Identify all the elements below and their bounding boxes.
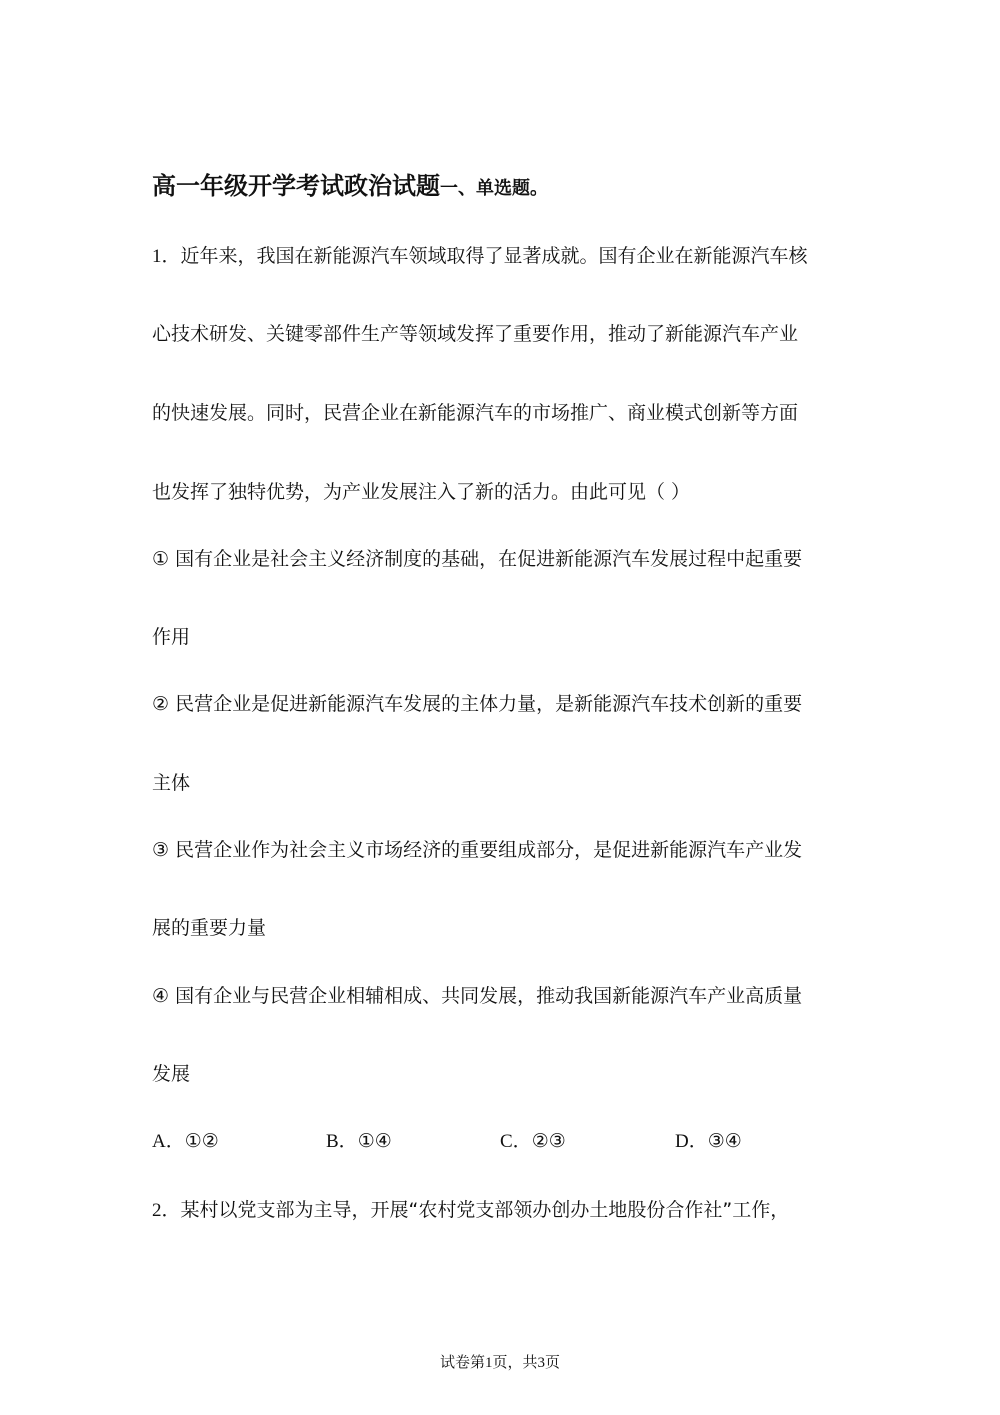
exam-title: 高一年级开学考试政治试题: [152, 172, 440, 200]
section-heading: 一、单选题。: [440, 178, 548, 199]
page-footer: 试卷第1页，共3页: [439, 1355, 560, 1371]
question-1-number: 1．: [152, 246, 181, 267]
statement-3-line-2: 展的重要力量: [152, 917, 267, 939]
option-a: A．①②: [152, 1130, 219, 1152]
option-c: C．②③: [500, 1130, 566, 1152]
question-2-number: 2．: [152, 1200, 181, 1221]
question-1-line-3: 的快速发展。同时，民营企业在新能源汽车的市场推广、商业模式创新等方面: [152, 402, 799, 424]
statement-4-line-2: 发展: [152, 1063, 191, 1085]
document-title: [152, 170, 548, 205]
question-2-line-1: 2．某村以党支部为主导，开展“农村党支部领办创办土地股份合作社”工作，: [152, 1199, 790, 1221]
option-d: D．③④: [675, 1130, 742, 1152]
question-1-line-1: 1．近年来，我国在新能源汽车领域取得了显著成就。国有企业在新能源汽车核: [152, 245, 808, 267]
question-1-line-4: 也发挥了独特优势，为产业发展注入了新的活力。由此可见（ ）: [152, 481, 691, 503]
statement-3-line-1: ③ 民营企业作为社会主义市场经济的重要组成部分，是促进新能源汽车产业发: [152, 839, 803, 861]
statement-4-line-1: ④ 国有企业与民营企业相辅相成、共同发展，推动我国新能源汽车产业高质量: [152, 985, 803, 1007]
statement-1-line-2: 作用: [152, 626, 191, 648]
statement-2-line-1: ② 民营企业是促进新能源汽车发展的主体力量，是新能源汽车技术创新的重要: [152, 693, 803, 715]
option-b: B．①④: [326, 1130, 392, 1152]
statement-1-line-1: ① 国有企业是社会主义经济制度的基础，在促进新能源汽车发展过程中起重要: [152, 548, 803, 570]
question-1-line-2: 心技术研发、关键零部件生产等领域发挥了重要作用，推动了新能源汽车产业: [152, 323, 799, 345]
statement-2-line-2: 主体: [152, 772, 191, 794]
